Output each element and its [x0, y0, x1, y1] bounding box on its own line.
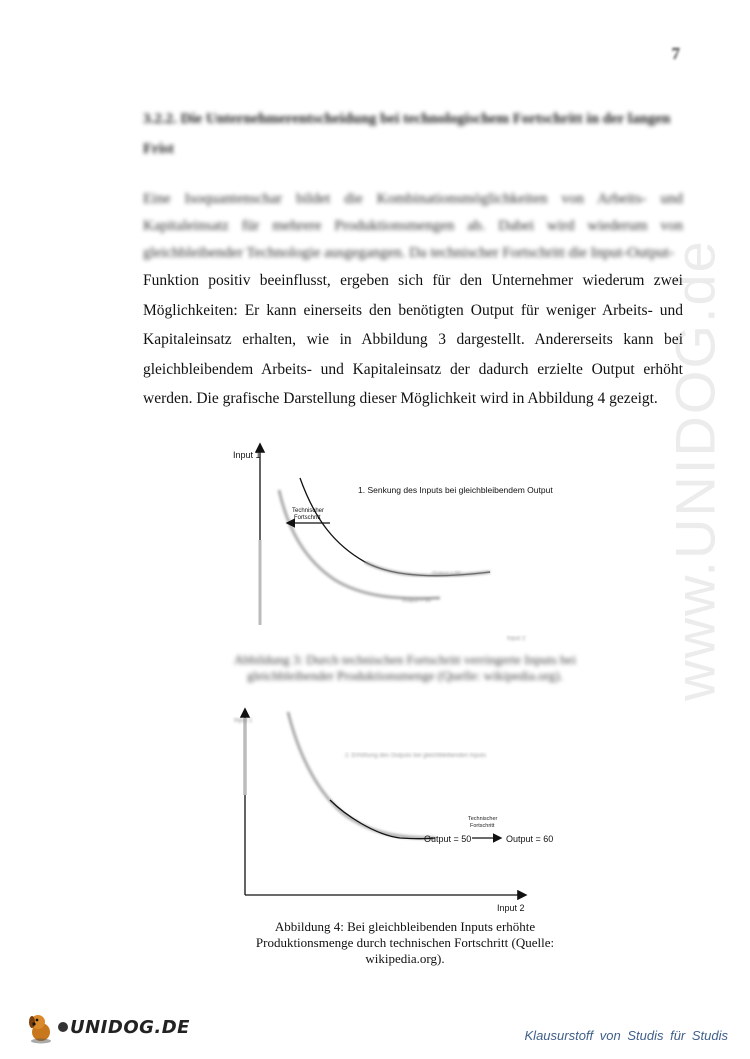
unidog-logo[interactable]	[26, 1010, 190, 1044]
fig3-upper-curve-label: Output = 50	[432, 571, 461, 577]
fig4-arrow-label-1: Technischer	[468, 816, 498, 822]
fig4-x-label: Input 2	[497, 903, 525, 913]
blurred-paragraph: Eine Isoquantenschar bildet die Kombinationsmöglichkeiten von Arbeits- und Kapitaleinsatz für mehrere Produktionsmengen ab. Dabei wird wiederum von gleichbleibender Technologie ausgegangen. Da technischer Fortschritt die Input-Output-	[143, 191, 683, 261]
watermark: www.UNIDOG.de	[663, 239, 727, 701]
fig3-arrow-label-1: Technischer	[292, 508, 325, 514]
fig4-curve-blurred	[288, 712, 435, 838]
section-heading: 3.2.2. Die Unternehmerentscheidung bei technologischem Fortschritt in der langen Frist	[143, 111, 671, 157]
body-paragraph: Funktion positiv beeinflusst, ergeben sich für den Unternehmer wiederum zwei Möglichkeiten: Er kann einerseits den benötigten Output für weniger Arbeits- und Kapitaleinsatz erhalten, wie in Abbildung 3 dargestellt. Andererseits kann bei gleichbleibendem Arbeits- und Kapitaleinsatz der dadurch erzielte Output erhöht werden. Die grafische Darstellung dieser Möglichkeit wird in Abbildung 4 gezeigt.	[143, 272, 683, 407]
fig3-title: 1. Senkung des Inputs bei gleichbleibendem Output	[358, 485, 553, 495]
fig3-lower-curve-label: Output = 50	[402, 598, 431, 604]
figure-4-caption: Abbildung 4: Bei gleichbleibenden Inputs erhöhte Produktionsmenge durch technischen Fortschritt (Quelle: wikipedia.org).	[255, 919, 555, 966]
fig4-title: 2. Erhöhung des Outputs bei gleichbleibenden Inputs	[345, 753, 487, 759]
fig3-arrow-label-2: Fortschritt	[294, 515, 321, 521]
dog-mascot-icon	[26, 1010, 56, 1044]
fig4-arrow-label-2: Fortschritt	[470, 823, 495, 829]
page-number: 7	[671, 44, 680, 63]
fig4-output-right: Output = 60	[506, 834, 554, 844]
footer-note: Klausurstoff von Studis für Studis	[524, 1028, 728, 1043]
fig4-output-left: Output = 50	[424, 834, 472, 844]
paw-icon	[58, 1022, 68, 1032]
figure-3-caption: Abbildung 3: Durch technischen Fortschritt verringerte Inputs bei gleichbleibender Produktionsmenge (Quelle: wikipedia.org).	[234, 652, 576, 683]
logo-text: UNIDOG.DE	[70, 1016, 190, 1038]
fig4-y-label: Input 1	[234, 718, 253, 724]
fig3-y-label: Input 1	[233, 450, 261, 460]
fig3-x-label: Input 2	[507, 636, 526, 642]
